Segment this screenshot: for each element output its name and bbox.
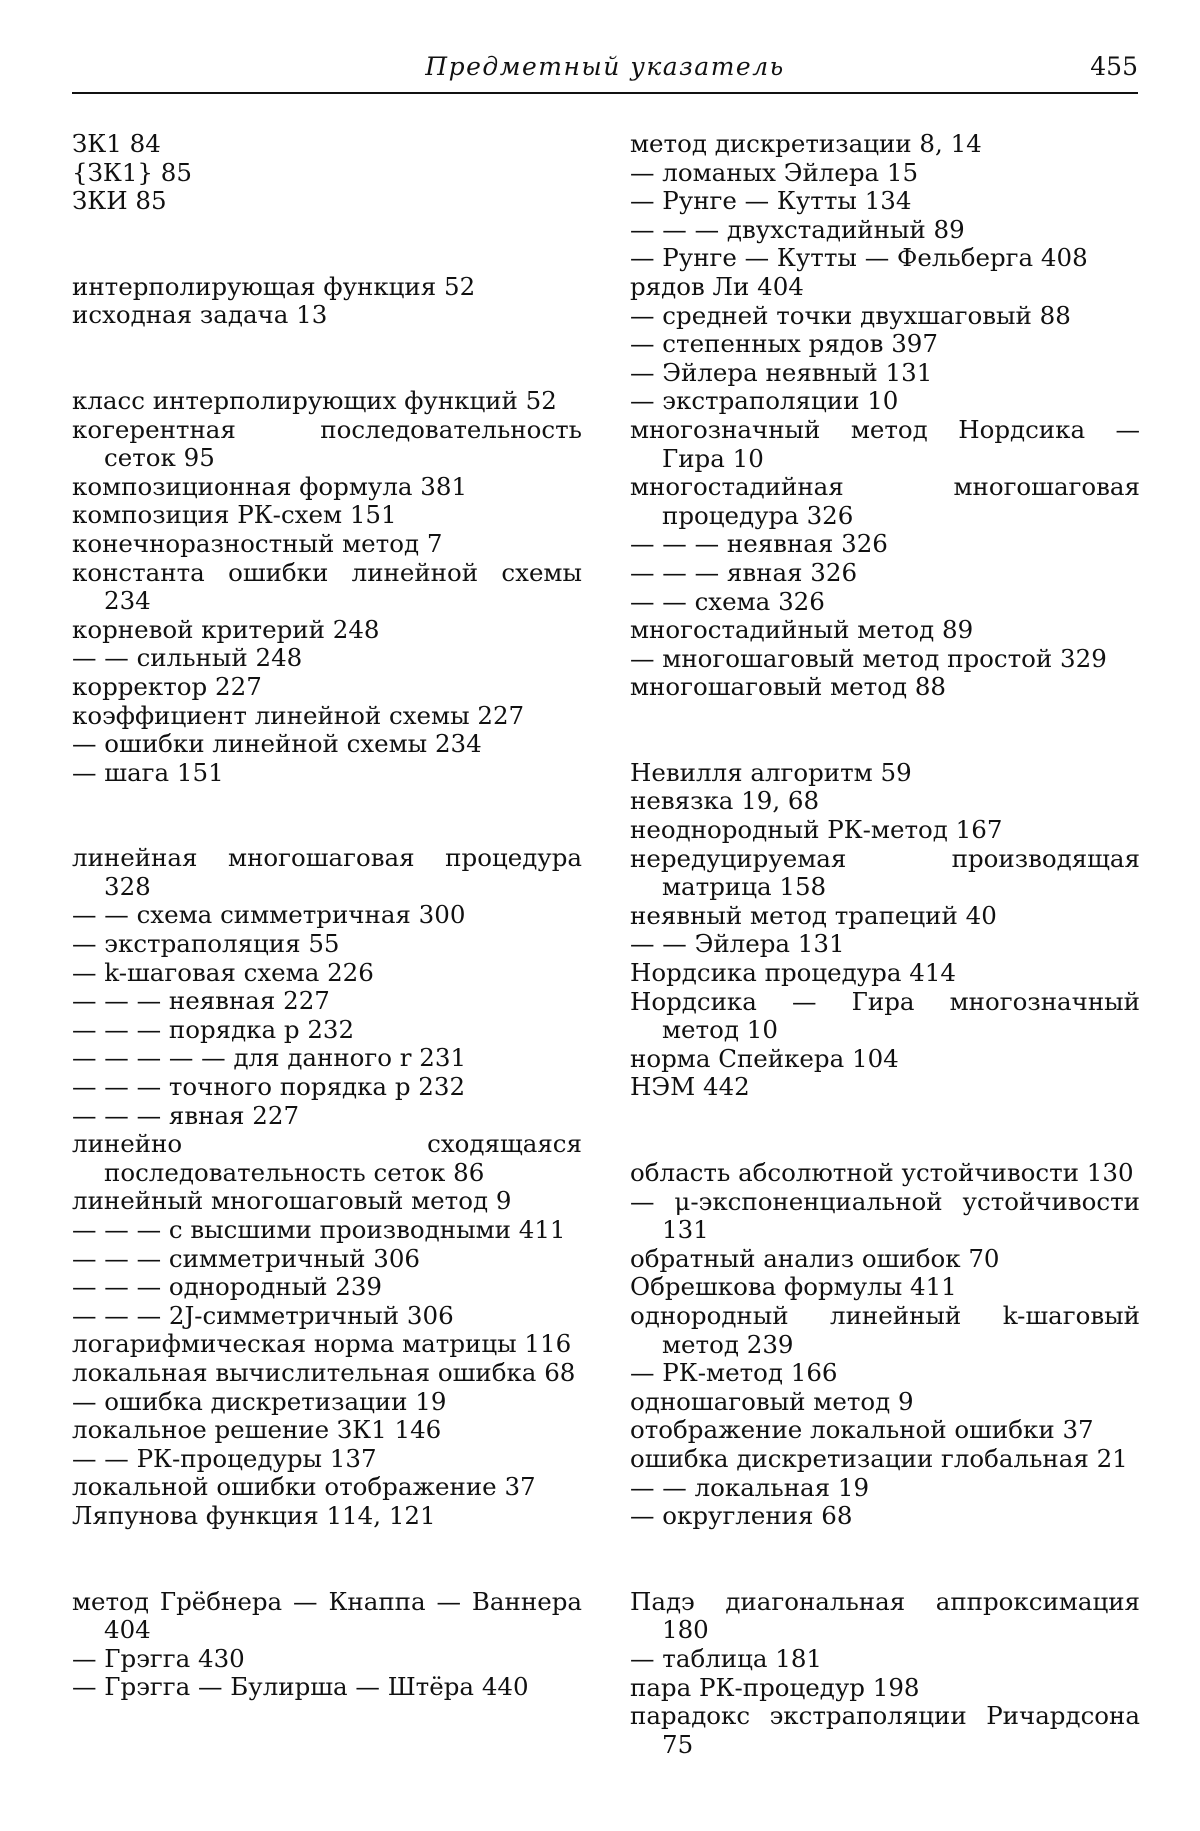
index-entry: — степенных рядов 397 — [630, 329, 938, 359]
index-entry: конечноразностный метод 7 — [72, 528, 443, 558]
index-entry: — — локальная 19 — [630, 1472, 870, 1502]
index-entry: многостадийный метод 89 — [630, 615, 974, 645]
index-entry: локальная вычислительная ошибка 68 — [72, 1357, 576, 1387]
index-entry: — — — однородный 239 — [72, 1272, 383, 1302]
section-gap — [72, 787, 582, 844]
index-entry: многозначный метод Нордсика — Гира 10 — [630, 414, 1140, 473]
index-entry: — Рунге — Кутты 134 — [630, 186, 912, 216]
index-entry: корректор 227 — [72, 671, 262, 701]
index-entry: — — — неявная 326 — [630, 529, 888, 559]
section-gap — [630, 1531, 1140, 1588]
index-entry: — — — 2J-симметричный 306 — [72, 1300, 454, 1330]
index-entry: композиция РК-схем 151 — [72, 500, 397, 530]
index-entry: одношаговый метод 9 — [630, 1386, 914, 1416]
index-entry: — таблица 181 — [630, 1643, 823, 1673]
index-entry: ЗК1 84 — [72, 129, 161, 158]
index-entry: константа ошибки линейной схемы 234 — [72, 557, 582, 616]
left-column — [72, 130, 582, 1702]
index-entry: метод Грёбнера — Кнаппа — Ваннера 404 — [72, 1586, 582, 1645]
index-entry: — Грэгга 430 — [72, 1643, 245, 1673]
index-entry: линейный многошаговый метод 9 — [72, 1186, 512, 1216]
index-entry: — Грэгга — Булирша — Штёра 440 — [72, 1672, 529, 1702]
index-entry: — — — неявная 227 — [72, 986, 330, 1016]
index-entry: — — — явная 227 — [72, 1100, 300, 1130]
index-entry: класс интерполирующих функций 52 — [72, 385, 557, 415]
index-entry: нередуцируемая производящая матрица 158 — [630, 843, 1140, 902]
index-entry: НЭМ 442 — [630, 1072, 750, 1102]
index-entry: — — схема симметричная 300 — [72, 900, 466, 930]
index-entry: — — Эйлера 131 — [630, 929, 845, 959]
index-entry: линейно сходящаяся последовательность сеток 86 — [72, 1129, 582, 1187]
index-entry: невязка 19, 68 — [630, 786, 820, 816]
index-entry: — РК-метод 166 — [630, 1358, 838, 1388]
index-entry: однородный линейный k-шаговый метод 239 — [630, 1300, 1140, 1359]
index-entry: — Рунге — Кутты — Фельберга 408 — [630, 243, 1088, 273]
index-entry: отображение локальной ошибки 37 — [630, 1415, 1094, 1445]
index-entry: композиционная формула 381 — [72, 471, 468, 501]
index-entry: Ляпунова функция 114, 121 — [72, 1500, 436, 1530]
index-entry: — — схема 326 — [630, 586, 825, 616]
index-entry: — округления 68 — [630, 1501, 853, 1531]
index-entry: — экстраполяции 10 — [630, 386, 899, 416]
index-entry: — — — явная 326 — [630, 557, 858, 587]
index-entry: — μ-экспоненциальной устойчивости 131 — [630, 1186, 1140, 1245]
index-entry: интерполирующая функция 52 — [72, 271, 476, 301]
index-entry: пара РК-процедур 198 — [630, 1672, 920, 1702]
running-title: Предметный указатель — [425, 52, 785, 81]
index-entry: — — — — — для данного r 231 — [72, 1043, 467, 1073]
section-gap — [72, 216, 582, 273]
index-entry: корневой критерий 248 — [72, 614, 380, 644]
index-entry: ЗКИ 85 — [72, 186, 167, 216]
index-entry: — — — двухстадийный 89 — [630, 214, 965, 244]
index-entry: локальное решение ЗК1 146 — [72, 1415, 442, 1445]
page-number: 455 — [1090, 52, 1138, 81]
index-entry: — шага 151 — [72, 757, 224, 787]
index-entry: — — — точного порядка p 232 — [72, 1072, 466, 1102]
index-entry: неявный метод трапеций 40 — [630, 900, 997, 930]
index-entry: исходная задача 13 — [72, 300, 328, 330]
index-entry: локальной ошибки отображение 37 — [72, 1472, 536, 1502]
index-entry: Нордсика — Гира многозначный метод 10 — [630, 986, 1140, 1045]
index-entry: — экстраполяция 55 — [72, 929, 340, 959]
section-gap — [630, 702, 1140, 759]
index-entry: — — — с высшими производными 411 — [72, 1215, 566, 1244]
page-header — [72, 52, 1138, 92]
index-entry: {ЗК1} 85 — [72, 157, 192, 187]
index-entry: — Эйлера неявный 131 — [630, 357, 933, 387]
index-entry: многошаговый метод 88 — [630, 672, 947, 702]
index-entry: — ломаных Эйлера 15 — [630, 157, 919, 187]
section-gap — [72, 1531, 582, 1588]
index-entry: — — — порядка p 232 — [72, 1014, 355, 1044]
index-entry: — средней точки двухшаговый 88 — [630, 300, 1071, 330]
index-entry: коэффициент линейной схемы 227 — [72, 700, 525, 730]
right-column — [630, 130, 1140, 1759]
index-entry: — — — симметричный 306 — [72, 1243, 421, 1273]
index-entry: Невилля алгоритм 59 — [630, 757, 912, 787]
index-entry: когерентная последовательность сеток 95 — [72, 414, 582, 473]
index-entry: метод дискретизации 8, 14 — [630, 129, 982, 158]
index-entry: — — сильный 248 — [72, 643, 303, 673]
index-entry: норма Спейкера 104 — [630, 1043, 899, 1073]
index-entry: неоднородный РК-метод 167 — [630, 815, 1003, 845]
index-entry: Нордсика процедура 414 — [630, 958, 957, 988]
index-entry: — многошаговый метод простой 329 — [630, 643, 1107, 673]
index-entry: многостадийная многошаговая процедура 326 — [630, 472, 1140, 530]
index-entry: — — РК-процедуры 137 — [72, 1443, 377, 1473]
index-entry: — ошибка дискретизации 19 — [72, 1386, 447, 1416]
index-entry: — ошибки линейной схемы 234 — [72, 729, 482, 759]
index-entry: область абсолютной устойчивости 130 — [630, 1158, 1134, 1187]
index-entry: парадокс экстраполяции Ричардсона 75 — [630, 1701, 1140, 1759]
index-entry: Обрешкова формулы 411 — [630, 1272, 957, 1302]
index-entry: логарифмическая норма матрицы 116 — [72, 1329, 572, 1359]
index-entry: — k-шаговая схема 226 — [72, 957, 374, 987]
header-rule — [72, 92, 1138, 94]
index-entry: ошибка дискретизации глобальная 21 — [630, 1443, 1128, 1473]
section-gap — [72, 330, 582, 387]
index-entry: линейная многошаговая процедура 328 — [72, 843, 582, 901]
index-entry: Падэ диагональная аппроксимация 180 — [630, 1586, 1140, 1645]
index-entry: рядов Ли 404 — [630, 271, 804, 301]
section-gap — [630, 1102, 1140, 1159]
index-entry: обратный анализ ошибок 70 — [630, 1243, 1000, 1273]
